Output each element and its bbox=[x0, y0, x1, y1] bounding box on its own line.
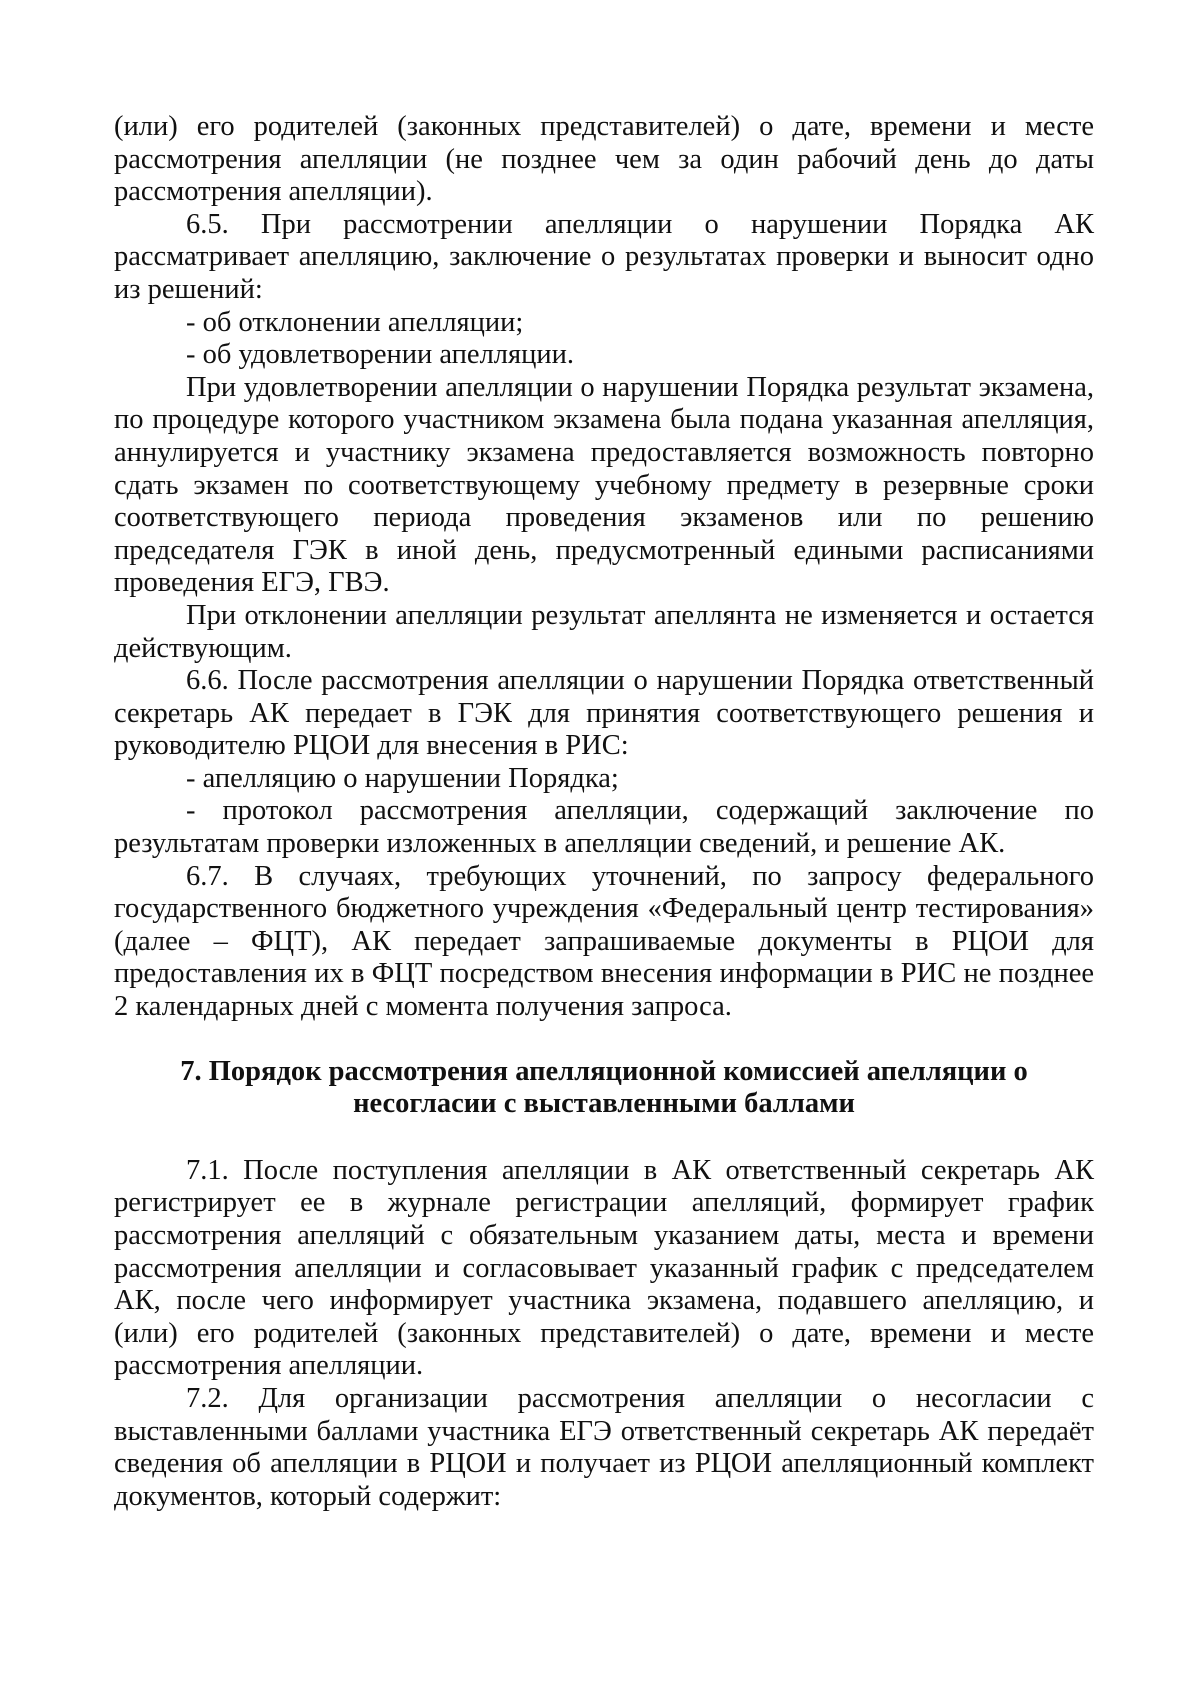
section-heading-line-1: 7. Порядок рассмотрения апелляционной комиссией апелляции о bbox=[180, 1055, 1028, 1087]
paragraph-7-2: 7.2. Для организации рассмотрения апелляции о несогласии с выставленными баллами участника ЕГЭ ответственный секретарь АК передаёт сведения об апелляции в РЦОИ и получает из РЦОИ апелляционный комплект документов, который содержит: bbox=[114, 1382, 1094, 1512]
document-page bbox=[114, 111, 1094, 1513]
paragraph-accept-consequence: При удовлетворении апелляции о нарушении Порядка результат экзамена, по процедуре которого участником экзамена была подана указанная апелляция, аннулируется и участнику экзамена предоставляется возможность повторно сдать экзамен по соответствующему учебному предмету в резервные сроки соответствующего периода проведения экзаменов или по решению председателя ГЭК в иной день, предусмотренный едиными расписаниями проведения ЕГЭ, ГВЭ. bbox=[114, 371, 1094, 599]
paragraph-6-7: 6.7. В случаях, требующих уточнений, по запросу федерального государственного бюджетного учреждения «Федеральный центр тестирования» (далее – ФЦТ), АК передает запрашиваемые документы в РЦОИ для предоставления их в ФЦТ посредством внесения информации в РИС не позднее 2 календарных дней с момента получения запроса. bbox=[114, 860, 1094, 1023]
paragraph-6-6: 6.6. После рассмотрения апелляции о нарушении Порядка ответственный секретарь АК передает в ГЭК для принятия соответствующего решения и руководителю РЦОИ для внесения в РИС: bbox=[114, 665, 1094, 762]
spacer bbox=[114, 1121, 1094, 1155]
list-item-appeal: - апелляцию о нарушении Порядка; bbox=[186, 762, 619, 794]
paragraph-reject-consequence: При отклонении апелляции результат апеллянта не изменяется и остается действующим. bbox=[114, 599, 1094, 664]
list-item-accept: - об удовлетворении апелляции. bbox=[186, 339, 575, 371]
paragraph-7-1: 7.1. После поступления апелляции в АК ответственный секретарь АК регистрирует ее в журнале регистрации апелляций, формирует график рассмотрения апелляций с обязательным указанием даты, места и времени рассмотрения апелляции и согласовывает указанный график с председателем АК, после чего информирует участника экзамена, подавшего апелляцию, и (или) его родителей (законных представителей) о дате, времени и месте рассмотрения апелляции. bbox=[114, 1154, 1094, 1382]
list-item-reject: - об отклонении апелляции; bbox=[186, 306, 524, 338]
paragraph-continuation: (или) его родителей (законных представителей) о дате, времени и месте рассмотрения апелляции (не позднее чем за один рабочий день до даты рассмотрения апелляции). bbox=[114, 111, 1094, 208]
section-heading-line-2: несогласии с выставленными баллами bbox=[353, 1088, 855, 1120]
spacer bbox=[114, 1024, 1094, 1056]
section-heading bbox=[114, 1056, 1094, 1121]
paragraph-6-5: 6.5. При рассмотрении апелляции о нарушении Порядка АК рассматривает апелляцию, заключение о результатах проверки и выносит одно из решений: bbox=[114, 208, 1094, 305]
list-item-protocol: - протокол рассмотрения апелляции, содержащий заключение по результатам проверки изложенных в апелляции сведений, и решение АК. bbox=[114, 795, 1094, 860]
